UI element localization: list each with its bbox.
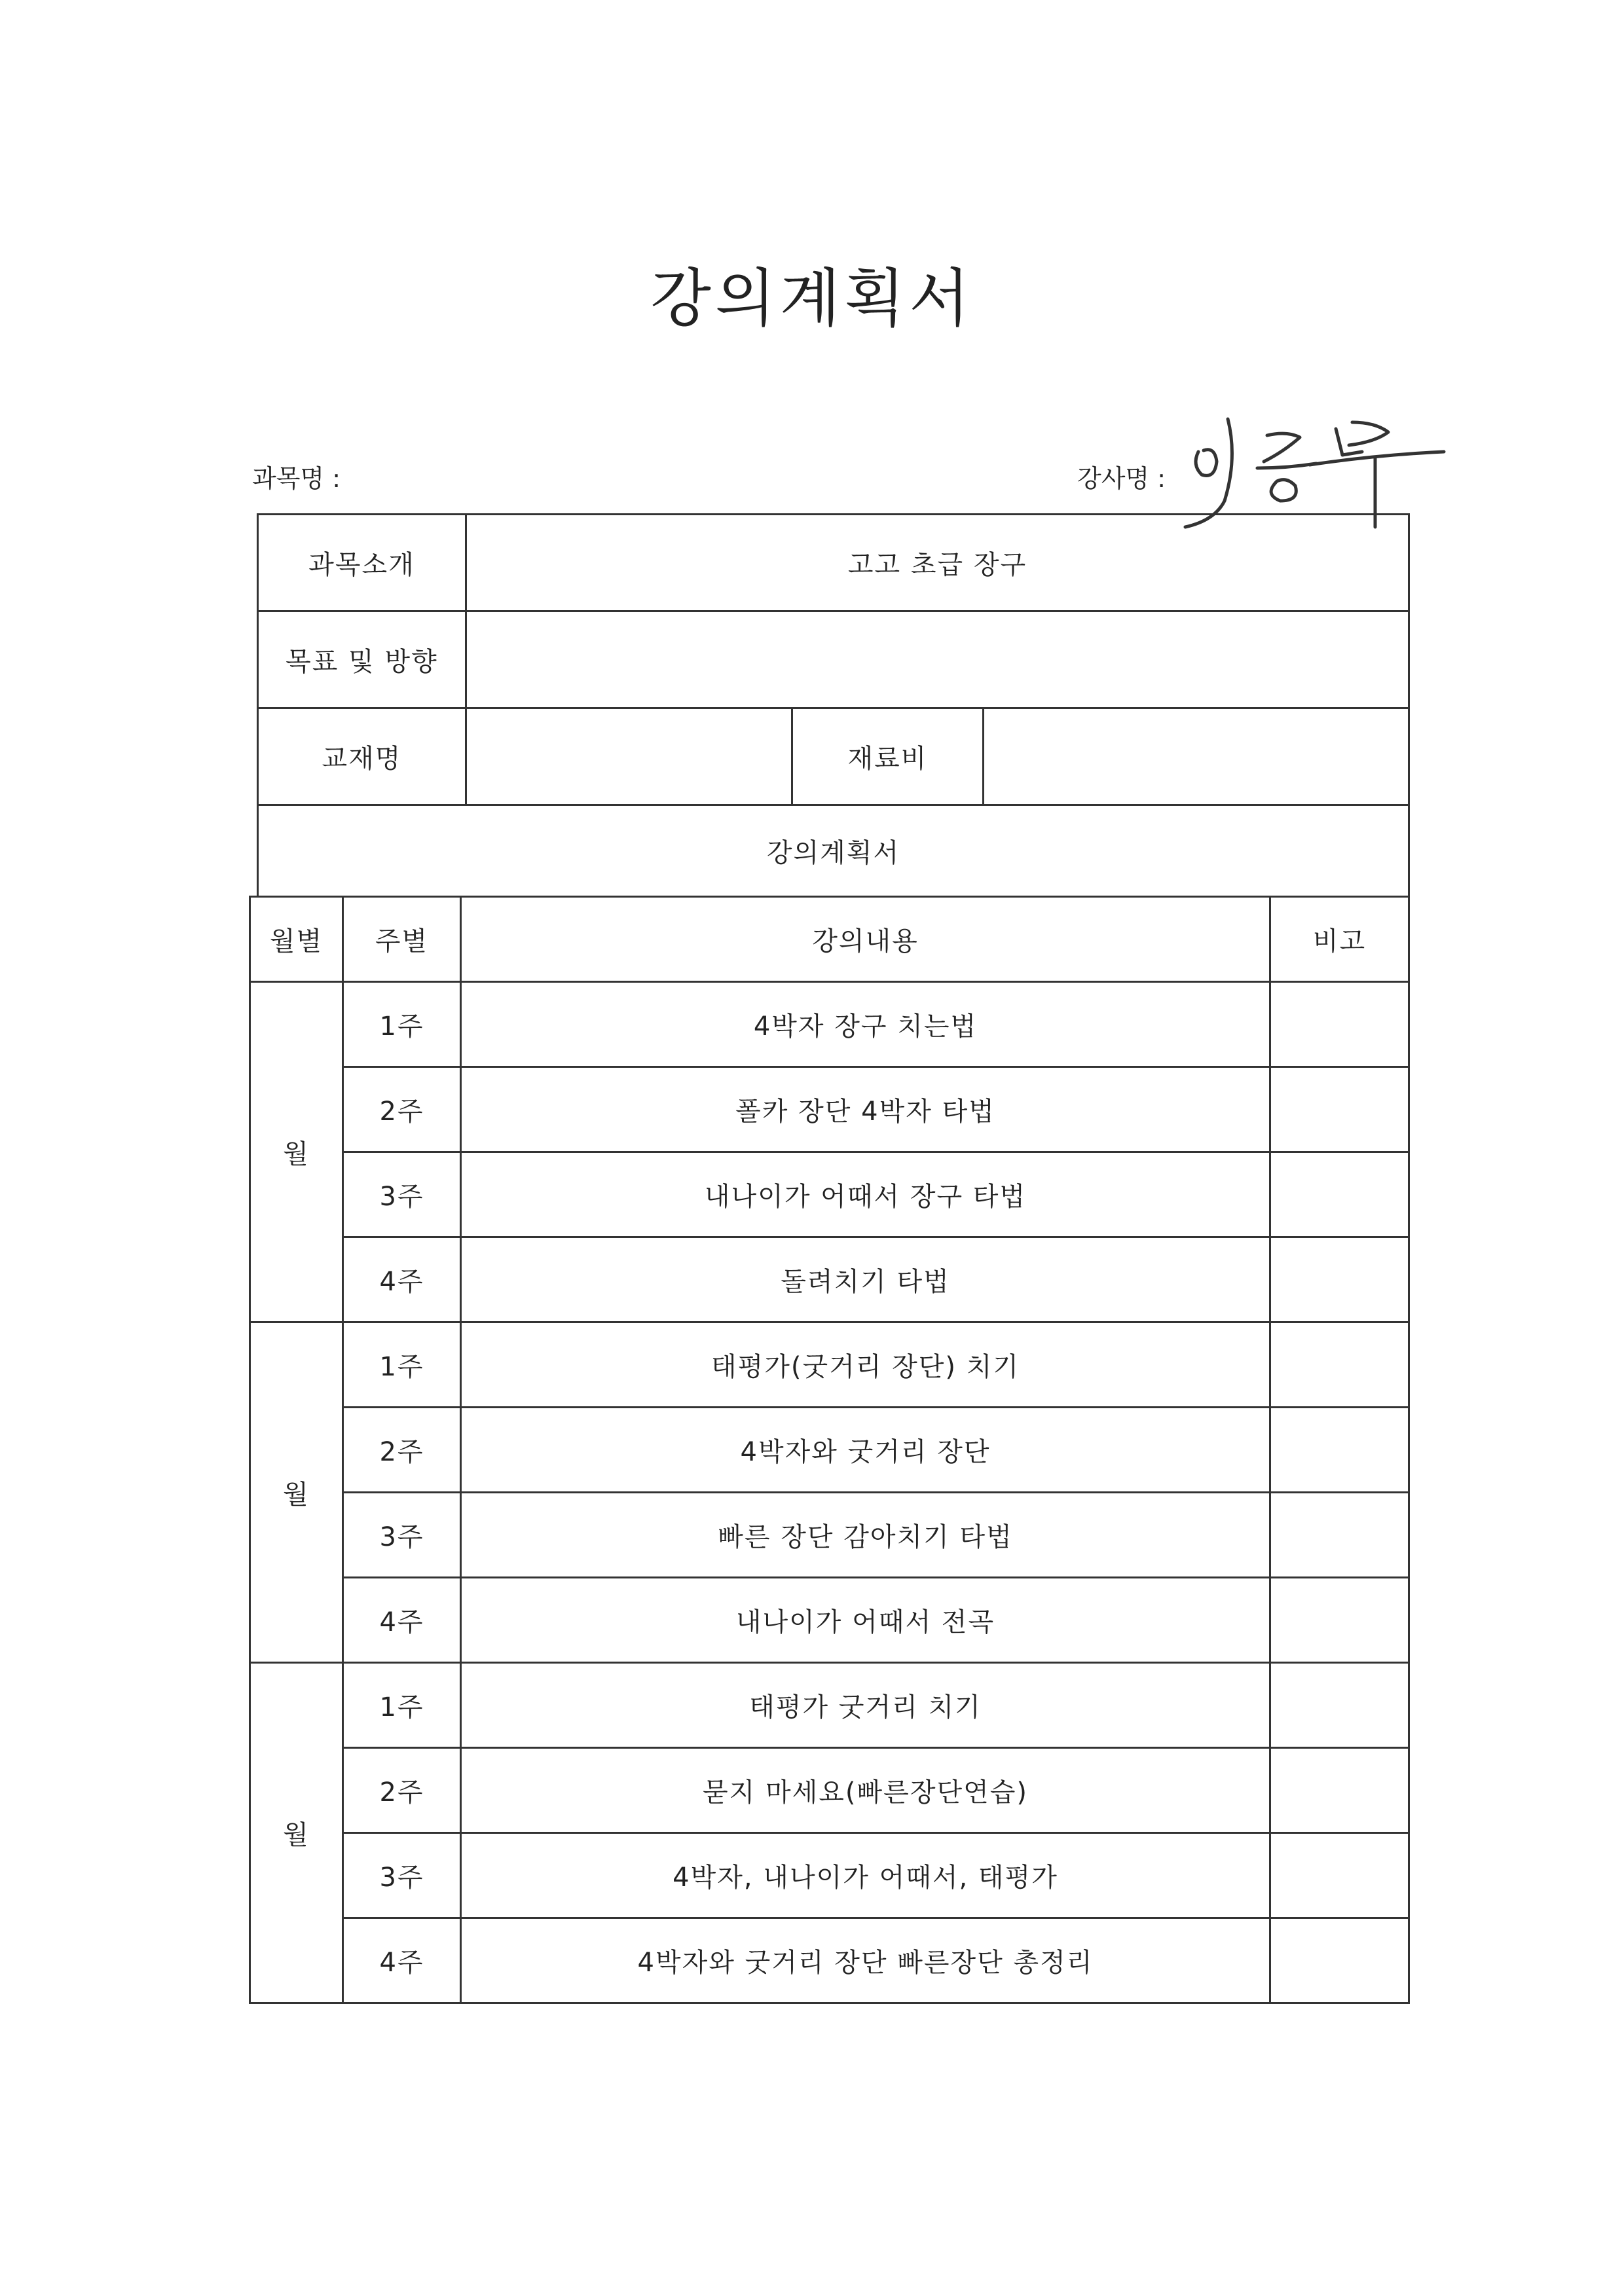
note-cell bbox=[1270, 982, 1409, 1067]
lecture-content: 폴카 장단 4박자 타법 bbox=[461, 1067, 1270, 1152]
note-cell bbox=[1270, 1237, 1409, 1322]
week-label: 4주 bbox=[343, 1918, 461, 2003]
note-cell bbox=[1270, 1663, 1409, 1748]
intro-row bbox=[258, 515, 1409, 611]
note-cell bbox=[1270, 1322, 1409, 1408]
col-week-header: 주별 bbox=[343, 897, 461, 982]
textbook-value bbox=[466, 708, 792, 805]
week-label: 2주 bbox=[343, 1067, 461, 1152]
note-cell bbox=[1270, 1493, 1409, 1578]
lecture-content: 빠른 장단 감아치기 타법 bbox=[461, 1493, 1270, 1578]
lecture-content: 4박자와 굿거리 장단 bbox=[461, 1408, 1270, 1493]
table-row bbox=[250, 1152, 1409, 1237]
week-label: 4주 bbox=[343, 1578, 461, 1663]
lecture-content: 태평가 굿거리 치기 bbox=[461, 1663, 1270, 1748]
instructor-label: 강사명 : bbox=[1077, 464, 1166, 493]
week-label: 1주 bbox=[343, 1322, 461, 1408]
textbook-row bbox=[258, 708, 1409, 805]
lecture-content: 태평가(굿거리 장단) 치기 bbox=[461, 1322, 1270, 1408]
table-row bbox=[250, 1918, 1409, 2003]
table-row bbox=[250, 1237, 1409, 1322]
table-row bbox=[250, 1748, 1409, 1833]
lecture-content: 묻지 마세요(빠른장단연습) bbox=[461, 1748, 1270, 1833]
table-row bbox=[250, 1578, 1409, 1663]
month-label: 월 bbox=[250, 1663, 343, 2003]
material-label: 재료비 bbox=[792, 708, 984, 805]
note-cell bbox=[1270, 1067, 1409, 1152]
table-row bbox=[250, 1408, 1409, 1493]
note-cell bbox=[1270, 1408, 1409, 1493]
week-label: 2주 bbox=[343, 1748, 461, 1833]
table-row bbox=[250, 1067, 1409, 1152]
week-label: 3주 bbox=[343, 1493, 461, 1578]
textbook-label: 교재명 bbox=[258, 708, 466, 805]
table-row bbox=[250, 1833, 1409, 1918]
intro-value: 고고 초급 장구 bbox=[466, 515, 1409, 611]
note-cell bbox=[1270, 1578, 1409, 1663]
month-label: 월 bbox=[250, 1322, 343, 1663]
lecture-content: 내나이가 어때서 전곡 bbox=[461, 1578, 1270, 1663]
week-label: 1주 bbox=[343, 1663, 461, 1748]
week-label: 3주 bbox=[343, 1833, 461, 1918]
table-row bbox=[250, 1663, 1409, 1748]
plan-header-row bbox=[250, 897, 1409, 982]
note-cell bbox=[1270, 1152, 1409, 1237]
document-title: 강의계획서 bbox=[650, 262, 974, 335]
plan-heading-row bbox=[258, 805, 1409, 897]
goal-label: 목표 및 방향 bbox=[258, 611, 466, 708]
table-row bbox=[250, 1493, 1409, 1578]
intro-label: 과목소개 bbox=[258, 515, 466, 611]
note-cell bbox=[1270, 1748, 1409, 1833]
course-info-table bbox=[257, 513, 1410, 898]
week-label: 2주 bbox=[343, 1408, 461, 1493]
lecture-content: 4박자, 내나이가 어때서, 태평가 bbox=[461, 1833, 1270, 1918]
plan-heading: 강의계획서 bbox=[258, 805, 1409, 897]
lecture-plan-table bbox=[249, 896, 1410, 2004]
col-month-header: 월별 bbox=[250, 897, 343, 982]
col-note-header: 비고 bbox=[1270, 897, 1409, 982]
week-label: 3주 bbox=[343, 1152, 461, 1237]
goal-row bbox=[258, 611, 1409, 708]
lecture-content: 4박자 장구 치는법 bbox=[461, 982, 1270, 1067]
material-value bbox=[984, 708, 1409, 805]
goal-value bbox=[466, 611, 1409, 708]
lecture-content: 내나이가 어때서 장구 타법 bbox=[461, 1152, 1270, 1237]
lecture-content: 4박자와 굿거리 장단 빠른장단 총정리 bbox=[461, 1918, 1270, 2003]
table-row bbox=[250, 982, 1409, 1067]
note-cell bbox=[1270, 1918, 1409, 2003]
month-label: 월 bbox=[250, 982, 343, 1322]
col-content-header: 강의내용 bbox=[461, 897, 1270, 982]
week-label: 4주 bbox=[343, 1237, 461, 1322]
course-name-label: 과목명 : bbox=[252, 464, 341, 493]
table-row bbox=[250, 1322, 1409, 1408]
week-label: 1주 bbox=[343, 982, 461, 1067]
lecture-content: 돌려치기 타법 bbox=[461, 1237, 1270, 1322]
note-cell bbox=[1270, 1833, 1409, 1918]
